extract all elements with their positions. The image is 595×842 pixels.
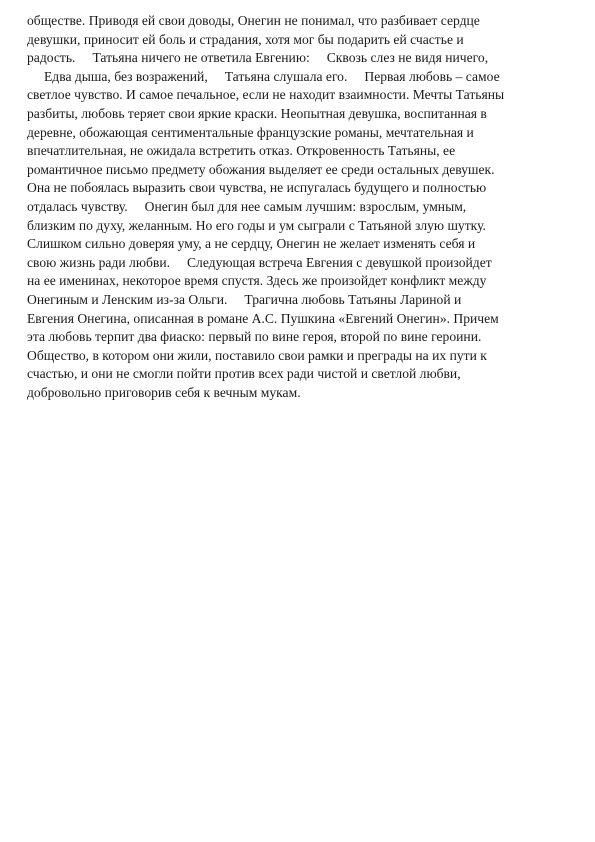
text-line: счастью, и они не смогли пойти против всех ради чистой и светлой любви,	[27, 366, 461, 382]
text-line: девушки, приносит ей боль и страдания, хотя мог бы подарить ей счастье и	[27, 31, 464, 47]
text-line: Онегиным и Ленским из-за Ольги. Трагична любовь Татьяны Лариной и	[27, 291, 462, 307]
text-line: отдалась чувству. Онегин был для нее самым лучшим: взрослым, умным,	[27, 198, 467, 214]
text-line: свою жизнь ради любви. Следующая встреча Евгения с девушкой произойдет	[27, 254, 492, 270]
text-line: Она не побоялась выразить свои чувства, не испугалась будущего и полностью	[27, 180, 487, 196]
text-line: разбиты, любовь теряет свои яркие краски. Неопытная девушка, воспитанная в	[27, 105, 487, 121]
text-line: радость. Татьяна ничего не ответила Евгению: Сквозь слез не видя ничего,	[27, 50, 489, 66]
text-line: романтичное письмо предмету обожания выделяет ее среди остальных девушек.	[27, 161, 495, 177]
text-line: эта любовь терпит два фиаско: первый по вине героя, второй по вине героини.	[27, 329, 482, 345]
text-line: на ее именинах, некоторое время спустя. Здесь же произойдет конфликт между	[27, 273, 487, 289]
text-line: обществе. Приводя ей свои доводы, Онегин не понимал, что разбивает сердце	[27, 13, 480, 28]
text-line: деревне, обожающая сентиментальные французские романы, мечтательная и	[27, 124, 474, 140]
text-line: впечатлительная, не ожидала встретить отказ. Откровенность Татьяны, ее	[27, 143, 456, 159]
text-line: близким по духу, желанным. Но его годы и ум сыграли с Татьяной злую шутку.	[27, 217, 486, 233]
text-line: Общество, в котором они жили, поставило свои рамки и преграды на их пути к	[27, 347, 487, 363]
text-line: Евгения Онегина, описанная в романе А.С. Пушкина «Евгений Онегин». Причем	[27, 310, 499, 326]
text-line: добровольно приговорив себя к вечным мукам.	[27, 384, 301, 400]
text-line: Едва дыша, без возражений, Татьяна слушала его. Первая любовь – самое	[27, 68, 500, 84]
text-line: Слишком сильно доверяя уму, а не сердцу, Онегин не желает изменять себя и	[27, 236, 476, 252]
essay-text	[27, 12, 575, 402]
text-line: светлое чувство. И самое печальное, если не находит взаимности. Мечты Татьяны	[27, 87, 505, 103]
